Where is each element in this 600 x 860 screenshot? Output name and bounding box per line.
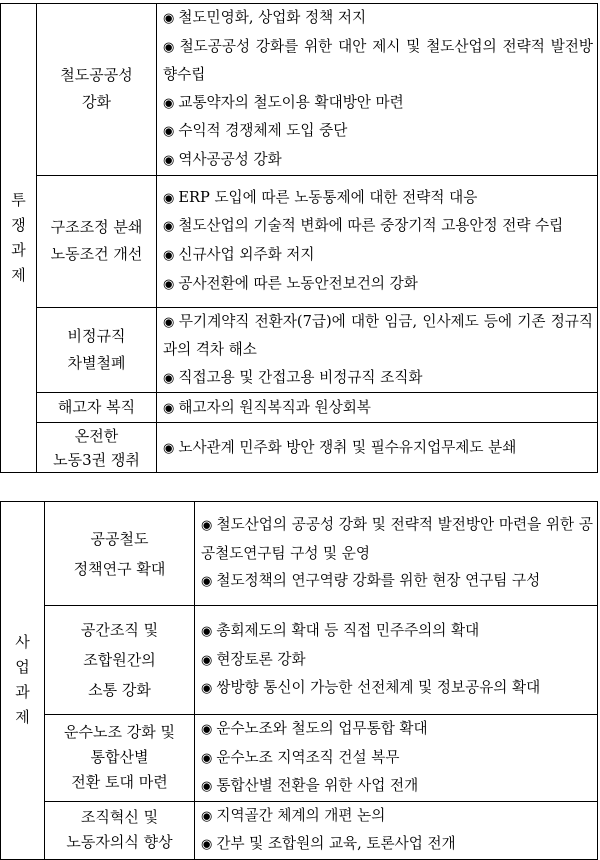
bullet-icon: ◉: [163, 39, 176, 55]
section-label-text: 투쟁과제: [11, 190, 26, 284]
list-item: ◉ 총회제도의 확대 등 직접 민주주의의 확대: [201, 622, 480, 640]
bullet-icon: ◉: [163, 248, 175, 264]
list-item: ◉ ERP 도입에 따른 노동통제에 대한 전략적 대응: [163, 188, 478, 206]
list-item: ◉ 공사전환에 따른 노동안전보건의 강화: [163, 274, 418, 292]
bullet-icon: ◉: [201, 574, 213, 590]
bullet-icon: ◉: [201, 722, 213, 737]
items-cell: [157, 307, 598, 393]
bullet-icon: ◉: [163, 400, 175, 416]
bullet-icon: ◉: [201, 652, 213, 668]
project-tasks-table: [0, 501, 598, 860]
bullet-icon: ◉: [163, 276, 175, 292]
items-cell: [195, 502, 598, 606]
bullet-icon: ◉: [163, 219, 175, 235]
items-cell: [157, 423, 598, 473]
bullet-icon: ◉: [163, 190, 175, 206]
list-item: ◉ 신규사업 외주화 저지: [163, 246, 315, 264]
category-cell: [45, 715, 195, 802]
list-item: ◉ 운수노조 지역조직 건설 복무: [201, 748, 400, 766]
list-item: ◉ 통합산별 전환을 위한 사업 전개: [201, 777, 419, 795]
category-label: 공공철도 정책연구 확대: [73, 529, 166, 578]
list-item: ◉ 지역골간 체계의 개편 논의: [201, 806, 386, 824]
bullet-icon: ◉: [163, 11, 175, 26]
bullet-icon: ◉: [201, 681, 213, 697]
category-label: 철도공공성 강화: [60, 66, 133, 112]
list-item: ◉ 철도정책의 연구역량 강화를 위한 현장 연구팀 구성: [201, 572, 541, 590]
list-item: ◉ 무기계약직 전환자(7급)에 대한 임금, 인사제도 등에 기존 정규직과의 격차 해소: [163, 312, 594, 359]
category-cell: [37, 307, 157, 393]
items-cell: [157, 4, 598, 176]
bullet-icon: ◉: [163, 152, 175, 168]
bullet-icon: ◉: [201, 518, 213, 534]
list-item: ◉ 직접고용 및 간접고용 비정규직 조직화: [163, 368, 423, 386]
items-cell: [157, 175, 598, 307]
list-item: ◉ 현장토론 강화: [201, 650, 306, 668]
bullet-icon: ◉: [201, 624, 213, 640]
list-item: ◉ 수익적 경쟁체제 도입 중단: [163, 122, 348, 140]
bullet-icon: ◉: [163, 95, 175, 111]
bullet-icon: ◉: [163, 124, 175, 140]
category-label: 조직혁신 및 노동자의식 향상: [66, 808, 173, 852]
list-item: ◉ 철도산업의 기술적 변화에 따른 중장기적 고용안정 전략 수립: [163, 217, 564, 235]
list-item: ◉ 해고자의 원직복직과 원상회복: [163, 398, 371, 416]
list-item: ◉ 철도공공성 강화를 위한 대안 제시 및 철도산업의 전략적 발전방향수립: [163, 37, 594, 84]
category-label: 해고자 복직: [57, 398, 136, 417]
bullet-icon: ◉: [201, 779, 213, 795]
category-cell: [45, 606, 195, 715]
list-item: ◉ 노사관계 민주화 방안 쟁취 및 필수유지업무제도 분쇄: [163, 438, 517, 456]
items-cell: [195, 606, 598, 715]
items-cell: [195, 801, 598, 859]
list-item: ◉ 쌍방향 통신이 가능한 선전체계 및 정보공유의 확대: [201, 679, 541, 697]
category-cell: [37, 175, 157, 307]
category-cell: [37, 393, 157, 423]
section-label: [1, 4, 37, 473]
bullet-icon: ◉: [163, 440, 175, 456]
section-label-text: 사업과제: [15, 632, 30, 726]
section-label: [1, 502, 45, 860]
bullet-icon: ◉: [201, 808, 213, 824]
category-cell: [37, 423, 157, 473]
category-label: 온전한 노동3권 쟁취: [53, 426, 140, 469]
bullet-icon: ◉: [201, 837, 213, 853]
items-cell: [157, 393, 598, 423]
category-cell: [45, 502, 195, 606]
list-item: ◉ 철도산업의 공공성 강화 및 전략적 발전방안 마련을 위한 공공철도연구팀 구성 및 운영: [201, 516, 593, 562]
list-item: ◉ 역사공공성 강화: [163, 150, 282, 168]
category-cell: [45, 801, 195, 859]
list-item: ◉ 교통약자의 철도이용 확대방안 마련: [163, 93, 404, 111]
category-cell: [37, 4, 157, 176]
category-label: 구조조정 분쇄 노동조건 개선: [50, 218, 143, 264]
bullet-icon: ◉: [201, 750, 213, 766]
bullet-icon: ◉: [163, 370, 175, 386]
category-label: 공간조직 및 조합원간의 소통 강화: [80, 621, 159, 699]
list-item: ◉ 운수노조와 철도의 업무통합 확대: [201, 720, 428, 737]
category-label: 운수노조 강화 및 통합산별 전환 토대 마련: [64, 723, 175, 792]
bullet-icon: ◉: [163, 314, 175, 330]
items-cell: [195, 715, 598, 802]
category-label: 비정규직 차별철폐: [67, 326, 126, 372]
list-item: ◉ 철도민영화, 상업화 정책 저지: [163, 9, 367, 26]
list-item: ◉ 간부 및 조합원의 교육, 토론사업 전개: [201, 835, 456, 853]
struggle-tasks-table: [0, 3, 598, 473]
